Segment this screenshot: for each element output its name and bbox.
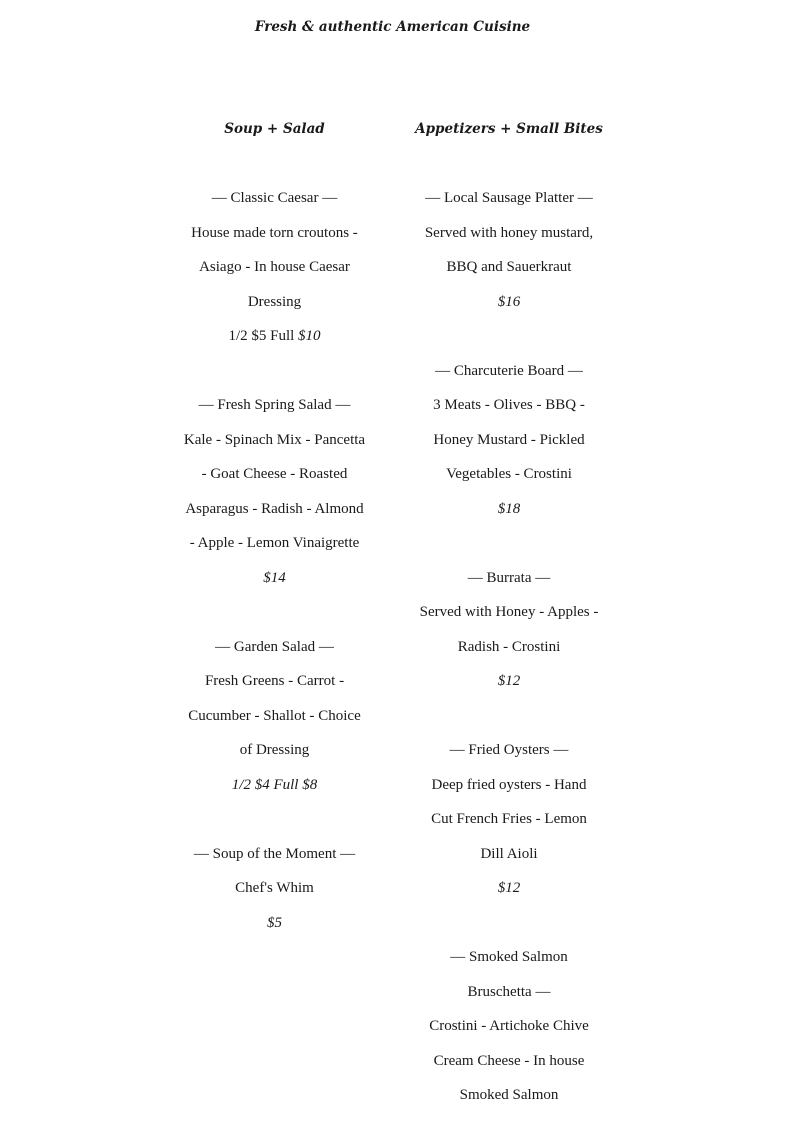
item-description-line: Deep fried oysters - Hand (431, 776, 587, 793)
item-description-line: Asiago - In house Caesar (199, 259, 350, 275)
item-price (172, 319, 377, 354)
item-description-line: Dill Aioli (480, 845, 538, 862)
item-description-line: Crostini - Artichoke Chive (429, 1018, 589, 1034)
item-description-line: Vegetables - Crostini (446, 466, 572, 482)
menu-item-burrata (400, 561, 618, 699)
menu-item-fresh-spring-salad (172, 388, 377, 595)
section-title-soup-salad: Soup + Salad (224, 121, 325, 137)
item-description-line: Cream Cheese - In house (433, 1052, 585, 1069)
menu-item-local-sausage-platter (400, 181, 618, 319)
item-price: $5 (267, 914, 282, 931)
item-description-line: 3 Meats - Olives - BBQ - (433, 397, 585, 413)
item-price: $18 (497, 500, 521, 517)
item-price: $16 (497, 293, 521, 310)
menu-item-fried-oysters (400, 733, 618, 906)
item-description-line: Asparagus - Radish - Almond (185, 500, 364, 517)
item-description-line: House made torn croutons - (191, 224, 358, 241)
menu-item-classic-caesar (172, 181, 377, 354)
item-description-line: of Dressing (239, 742, 310, 758)
price-value: $10 (298, 328, 321, 344)
item-price: 1/2 $4 Full $8 (231, 776, 318, 793)
item-name: — Fried Oysters — (449, 742, 569, 758)
item-description-line: Served with Honey - Apples - (419, 604, 599, 620)
item-description-line: Radish - Crostini (457, 638, 561, 655)
item-price: $12 (497, 880, 521, 896)
item-description-line: Fresh Greens - Carrot - (204, 673, 345, 689)
soup-salad-column (172, 112, 377, 975)
appetizers-column (400, 112, 618, 1147)
item-description-line: BBQ and Sauerkraut (446, 259, 572, 275)
price-prefix: 1/2 $5 Full (228, 328, 299, 344)
item-description-line: Cucumber - Shallot - Choice (188, 707, 361, 724)
item-description-line: Cut French Fries - Lemon (431, 811, 587, 827)
item-description-line: - Goat Cheese - Roasted (201, 466, 348, 482)
item-name: — Burrata — (467, 569, 551, 586)
item-name: — Classic Caesar — (211, 190, 338, 206)
item-description-line: - Apple - Lemon Vinaigrette (189, 535, 360, 551)
section-title-appetizers: Appetizers + Small Bites (415, 121, 603, 137)
item-description-line: Chef's Whim (235, 880, 314, 896)
item-name: — Fresh Spring Salad — (198, 397, 351, 413)
menu-item-smoked-salmon-bruschetta (400, 940, 618, 1113)
item-price: $12 (497, 673, 521, 689)
item-name: — Local Sausage Platter — (425, 190, 593, 206)
item-name: — Soup of the Moment — (193, 845, 356, 862)
item-description-line: Served with honey mustard, (424, 224, 594, 241)
item-name: — Charcuterie Board — (435, 362, 583, 379)
item-description-line: Smoked Salmon (459, 1087, 559, 1103)
item-name: — Smoked Salmon (450, 949, 568, 965)
menu-item-soup-of-the-moment (172, 837, 377, 941)
tagline: Fresh & authentic American Cuisine (254, 19, 531, 35)
item-name-continued: Bruschetta — (467, 983, 551, 1000)
menu-item-charcuterie-board (400, 354, 618, 527)
item-description-line: Dressing (247, 293, 302, 310)
item-description-line: Kale - Spinach Mix - Pancetta (183, 431, 366, 448)
item-name: — Garden Salad — (215, 638, 334, 655)
item-price: $14 (263, 569, 286, 586)
item-description-line: Honey Mustard - Pickled (433, 431, 585, 448)
menu-item-garden-salad (172, 630, 377, 803)
